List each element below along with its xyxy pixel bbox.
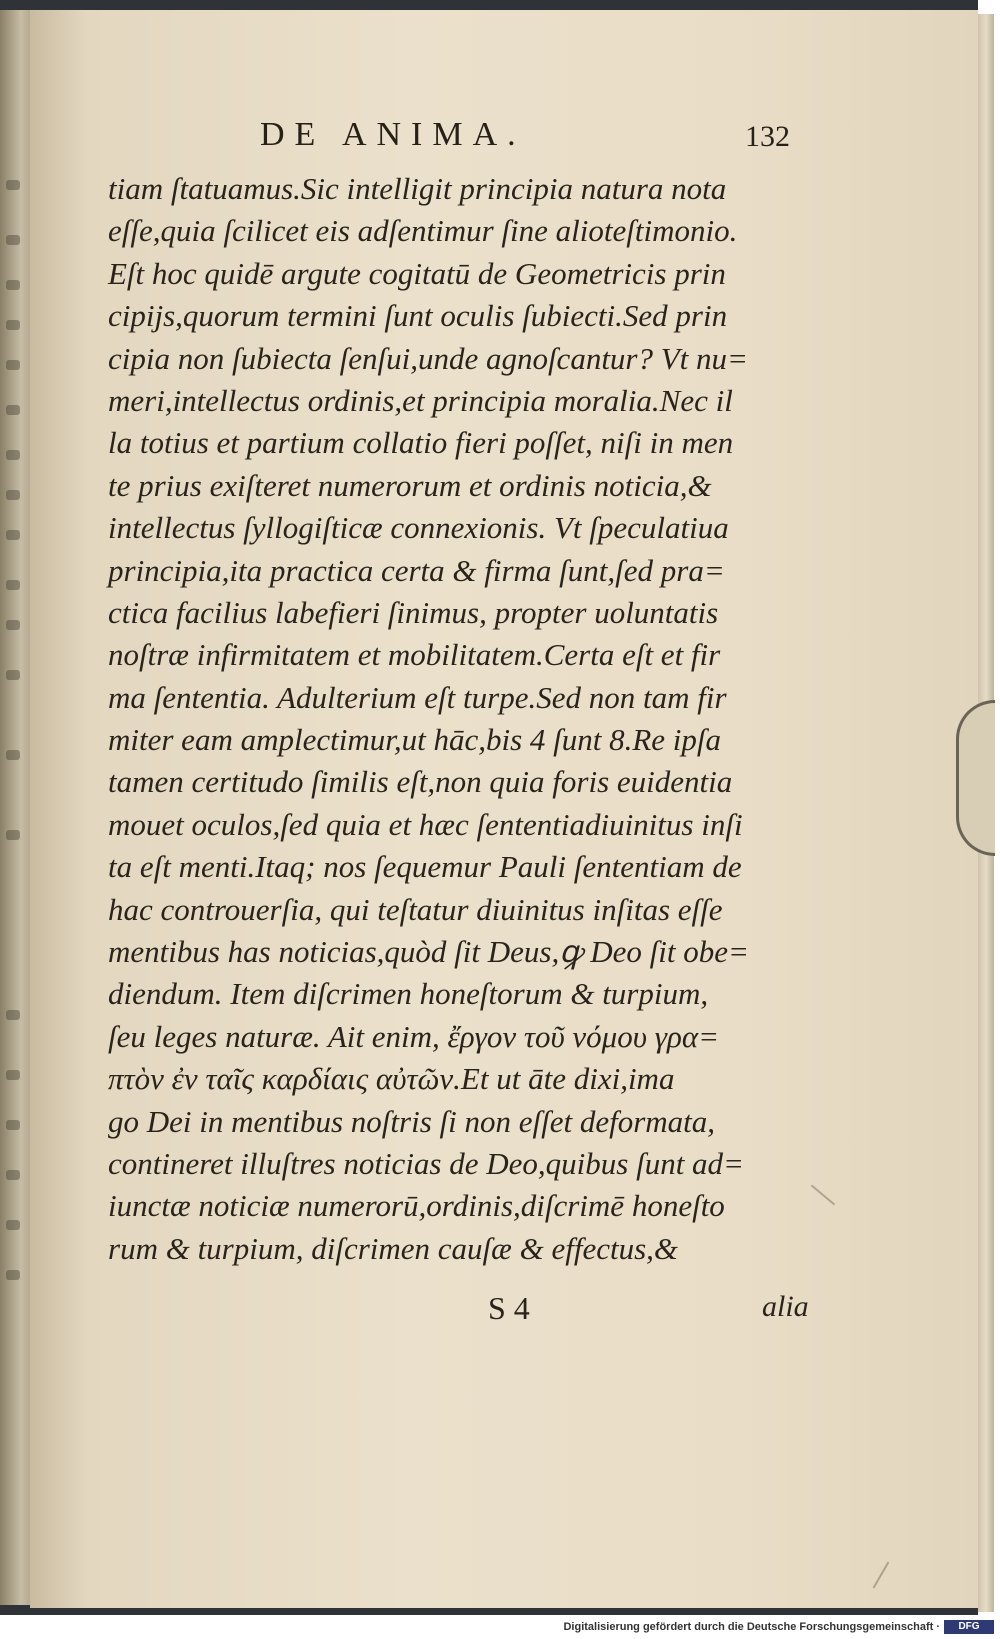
folio-number: 132 [745, 120, 790, 153]
body-text [108, 168, 808, 1270]
text-line: tiam ſtatuamus.Sic intelligit principia natura nota [108, 171, 727, 206]
text-line: tamen certitudo ſimilis eſt,non quia foris euidentia [108, 764, 733, 800]
text-line: diendum. Item diſcrimen honeſtorum & turpium, [108, 976, 709, 1012]
signature-mark: S 4 [488, 1290, 530, 1326]
text-line: eſſe,quia ſcilicet eis adſentimur ſine alioteſtimonio. [108, 213, 738, 249]
catchword: alia [762, 1290, 809, 1323]
text-line: miter eam amplectimur,ut hāc,bis 4 ſunt 8.Re ipſa [108, 722, 722, 758]
text-line: go Dei in mentibus noſtris ſi non eſſet deformata, [108, 1103, 716, 1139]
text-line: mouet oculos,ſed quia et hæc ſententiadiuinitus inſi [108, 806, 743, 842]
text-line: hac controuerſia, qui teſtatur diuinitus inſitas eſſe [108, 891, 723, 927]
page-clasp [956, 700, 995, 856]
text-line: rum & turpium, diſcrimen cauſæ & effectus,& [108, 1230, 679, 1266]
text-line: Eſt hoc quidē argute cogitatū de Geometricis prin [108, 255, 726, 291]
text-line: πτὸν ἐν ταῖς καρδίαις αὐτῶν.Et ut āte dixi,ima [108, 1061, 675, 1097]
text-line: ctica facilius labefieri ſinimus, propter uoluntatis [108, 594, 719, 630]
dfg-logo: DFG [944, 1620, 994, 1634]
running-head: DE ANIMA. [260, 116, 526, 153]
text-line: iunctæ noticiæ numerorū,ordinis,diſcrimē honeſto [108, 1188, 725, 1224]
text-line: te prius exiſteret numerorum et ordinis noticia,& [108, 467, 712, 503]
text-line: meri,intellectus ordinis,et principia moralia.Nec il [108, 382, 733, 418]
text-line: cipia non ſubiecta ſenſui,unde agnoſcantur? Vt nu= [108, 340, 748, 376]
text-line: principia,ita practica certa & firma ſunt,ſed pra= [108, 552, 725, 588]
funding-credit: Digitalisierung gefördert durch die Deutsche Forschungsgemeinschaft · [563, 1621, 940, 1633]
text-line: cipijs,quorum termini ſunt oculis ſubiecti.Sed prin [108, 298, 728, 334]
text-line: intellectus ſyllogiſticæ connexionis. Vt ſpeculatiua [108, 510, 729, 546]
text-line: contineret illuſtres noticias de Deo,quibus ſunt ad= [108, 1145, 744, 1181]
text-line: ma ſententia. Adulterium eſt turpe.Sed non tam fir [108, 679, 727, 715]
text-line: ſeu leges naturæ. Ait enim, ἔργον τοῦ νόμου γρα= [108, 1018, 720, 1054]
text-line: mentibus has noticias,quòd ſit Deus,ꝙ Deo ſit obe= [108, 934, 749, 970]
text-line: noſtræ infirmitatem et mobilitatem.Certa eſt et fir [108, 637, 721, 673]
text-line: ta eſt menti.Itaq; nos ſequemur Pauli ſententiam de [108, 849, 742, 885]
text-line: la totius et partium collatio fieri poſſet, niſi in men [108, 425, 734, 461]
